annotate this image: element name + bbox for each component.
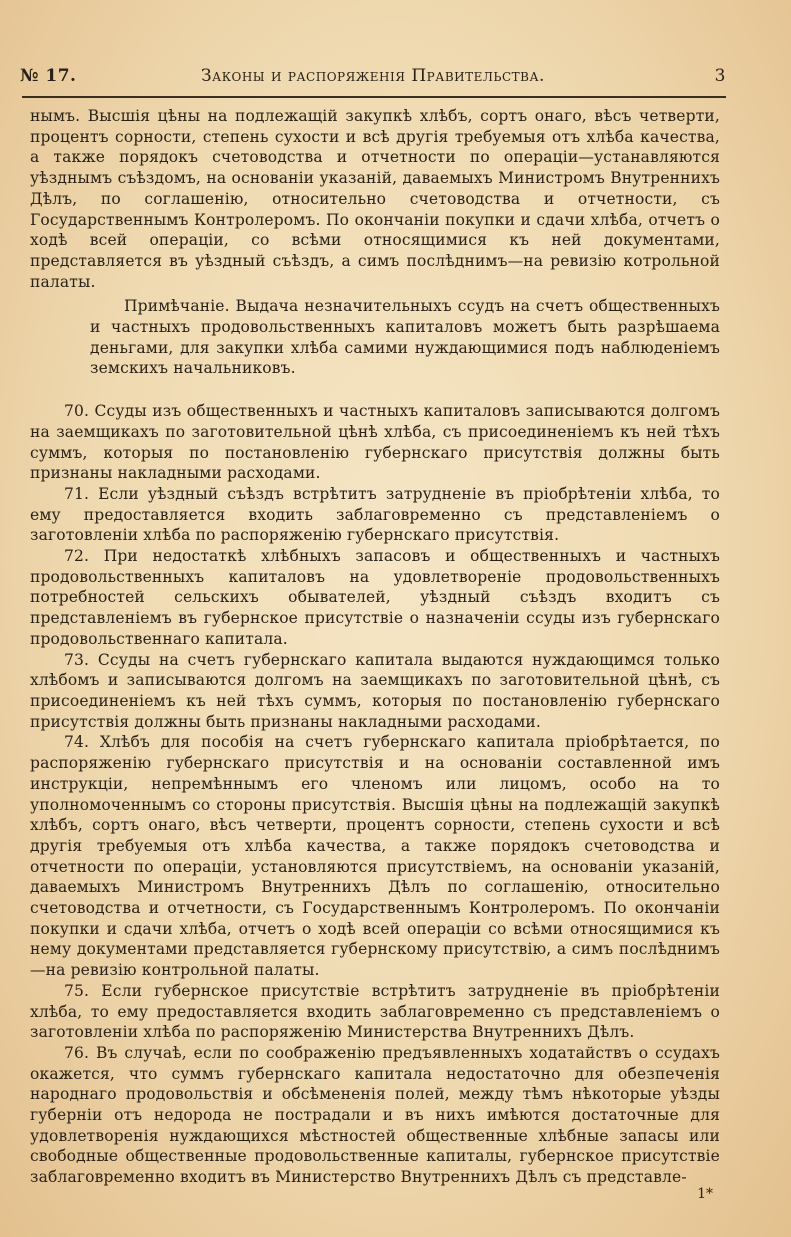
paragraph-continuation: нымъ. Высшія цѣны на подлежащій закупкѣ хлѣбъ, сортъ онаго, вѣсъ четверти, процентъ сорности, степень сухости и всѣ другія требуемыя отъ хлѣба качества, а также порядокъ счетоводства и отчетности по операціи—устанавляются уѣзднымъ съѣздомъ, на основаніи указаній, даваемыхъ Министромъ Внутреннихъ Дѣлъ, по соглашенію, относительно счетоводства и отчетности, съ Государственнымъ Контролеромъ. По окончаніи покупки и сдачи хлѣба, отчетъ о ходѣ всей операціи, со всѣми относящимися къ ней документами, представляется въ уѣздный съѣздъ, а симъ послѣднимъ—на ревизію котрольной палаты. bbox=[30, 107, 720, 291]
issue-number: № 17. bbox=[20, 66, 77, 86]
article-71: 71. Если уѣздный съѣздъ встрѣтитъ затрудненіе въ пріобрѣтеніи хлѣба, то ему предоставляется входить заблаговременно съ представленіемъ о заготовленіи хлѣба по распоряженію губернскаго присутствія. bbox=[30, 484, 720, 545]
article-72: 72. При недостаткѣ хлѣбныхъ запасовъ и общественныхъ и частныхъ продовольственныхъ капиталовъ на удовлетвореніе продовольственныхъ потребностей сельскихъ обывателей, уѣздный съѣздъ входитъ съ представленіемъ въ губернское присутствіе о назначеніи ссуды изъ губернскаго продовольственнаго капитала. bbox=[30, 547, 720, 648]
signature-mark: 1* bbox=[697, 1186, 713, 1202]
page-number: 3 bbox=[714, 66, 726, 86]
article-70: 70. Ссуды изъ общественныхъ и частныхъ капиталовъ записываются долгомъ на заемщикахъ по заготовительной цѣнѣ хлѣба, съ присоединеніемъ къ ней тѣхъ суммъ, которыя по постановленію губернскаго присутствія должны быть признаны накладными расходами. bbox=[30, 402, 720, 483]
article-74: 74. Хлѣбъ для пособія на счетъ губернскаго капитала пріобрѣтается, по распоряженію губернскаго присутствія и на основаніи составленной имъ инструкціи, непремѣннымъ его членомъ или лицомъ, особо на то уполномоченнымъ со стороны присутствія. Высшія цѣны на подлежащій закупкѣ хлѣбъ, сортъ онаго, вѣсъ четверти, процентъ сорности, степень сухости и всѣ другія требуемыя отъ хлѣба качества, а также порядокъ счетоводства и отчетности по операціи, установляются присутствіемъ, на основаніи указаній, даваемыхъ Министромъ Внутреннихъ Дѣлъ по соглашенію, относительно счетоводства и отчетности, съ Государственнымъ Контролеромъ. По окончаніи покупки и сдачи хлѣба, отчетъ о ходѣ всей операціи со всѣми относящимися къ нему документами представляется губернскому присутствію, а симъ послѣднимъ—на ревизію контрольной палаты. bbox=[30, 733, 720, 980]
article-75: 75. Если губернское присутствіе встрѣтитъ затрудненіе въ пріобрѣтеніи хлѣба, то ему предоставляется входить заблаговременно съ представленіемъ о заготовленіи хлѣба по распоряженію Министерства Внутреннихъ Дѣлъ. bbox=[30, 981, 720, 1042]
article-73: 73. Ссуды на счетъ губернскаго капитала выдаются нуждающимся только хлѣбомъ и записываются долгомъ на заемщикахъ по заготовительной цѣнѣ, съ присоединеніемъ къ ней тѣхъ суммъ, которыя по постановленію губернскаго присутствія должны быть признаны накладными расходами. bbox=[30, 650, 720, 731]
article-76: 76. Въ случаѣ, если по соображенію предъявленныхъ ходатайствъ о ссудахъ окажется, что суммъ губернскаго капитала недостаточно для обезпеченія народнаго продовольствія и обсѣмененія полей, между тѣмъ нѣкоторые уѣзды губерніи отъ недорода не пострадали и въ нихъ имѣются достаточные для удовлетворенія нуждающихся мѣстностей общественные хлѣбные запасы или свободные общественные продовольственные капиталы, губернское присутствіе заблаговременно входитъ въ Министерство Внутреннихъ Дѣлъ съ представле- bbox=[30, 1043, 720, 1187]
running-title: Законы и распоряженія Правительства. bbox=[201, 66, 545, 86]
note-paragraph: Примѣчаніе. Выдача незначительныхъ ссудъ на счетъ общественныхъ и частныхъ продовольственныхъ капиталовъ можетъ быть разрѣшаема деньгами, для закупки хлѣба самими нуждающимися подъ наблюденіемъ земскихъ начальниковъ. bbox=[90, 297, 720, 378]
text-body bbox=[30, 106, 720, 1188]
page-header bbox=[20, 66, 726, 96]
header-rule bbox=[22, 96, 726, 98]
